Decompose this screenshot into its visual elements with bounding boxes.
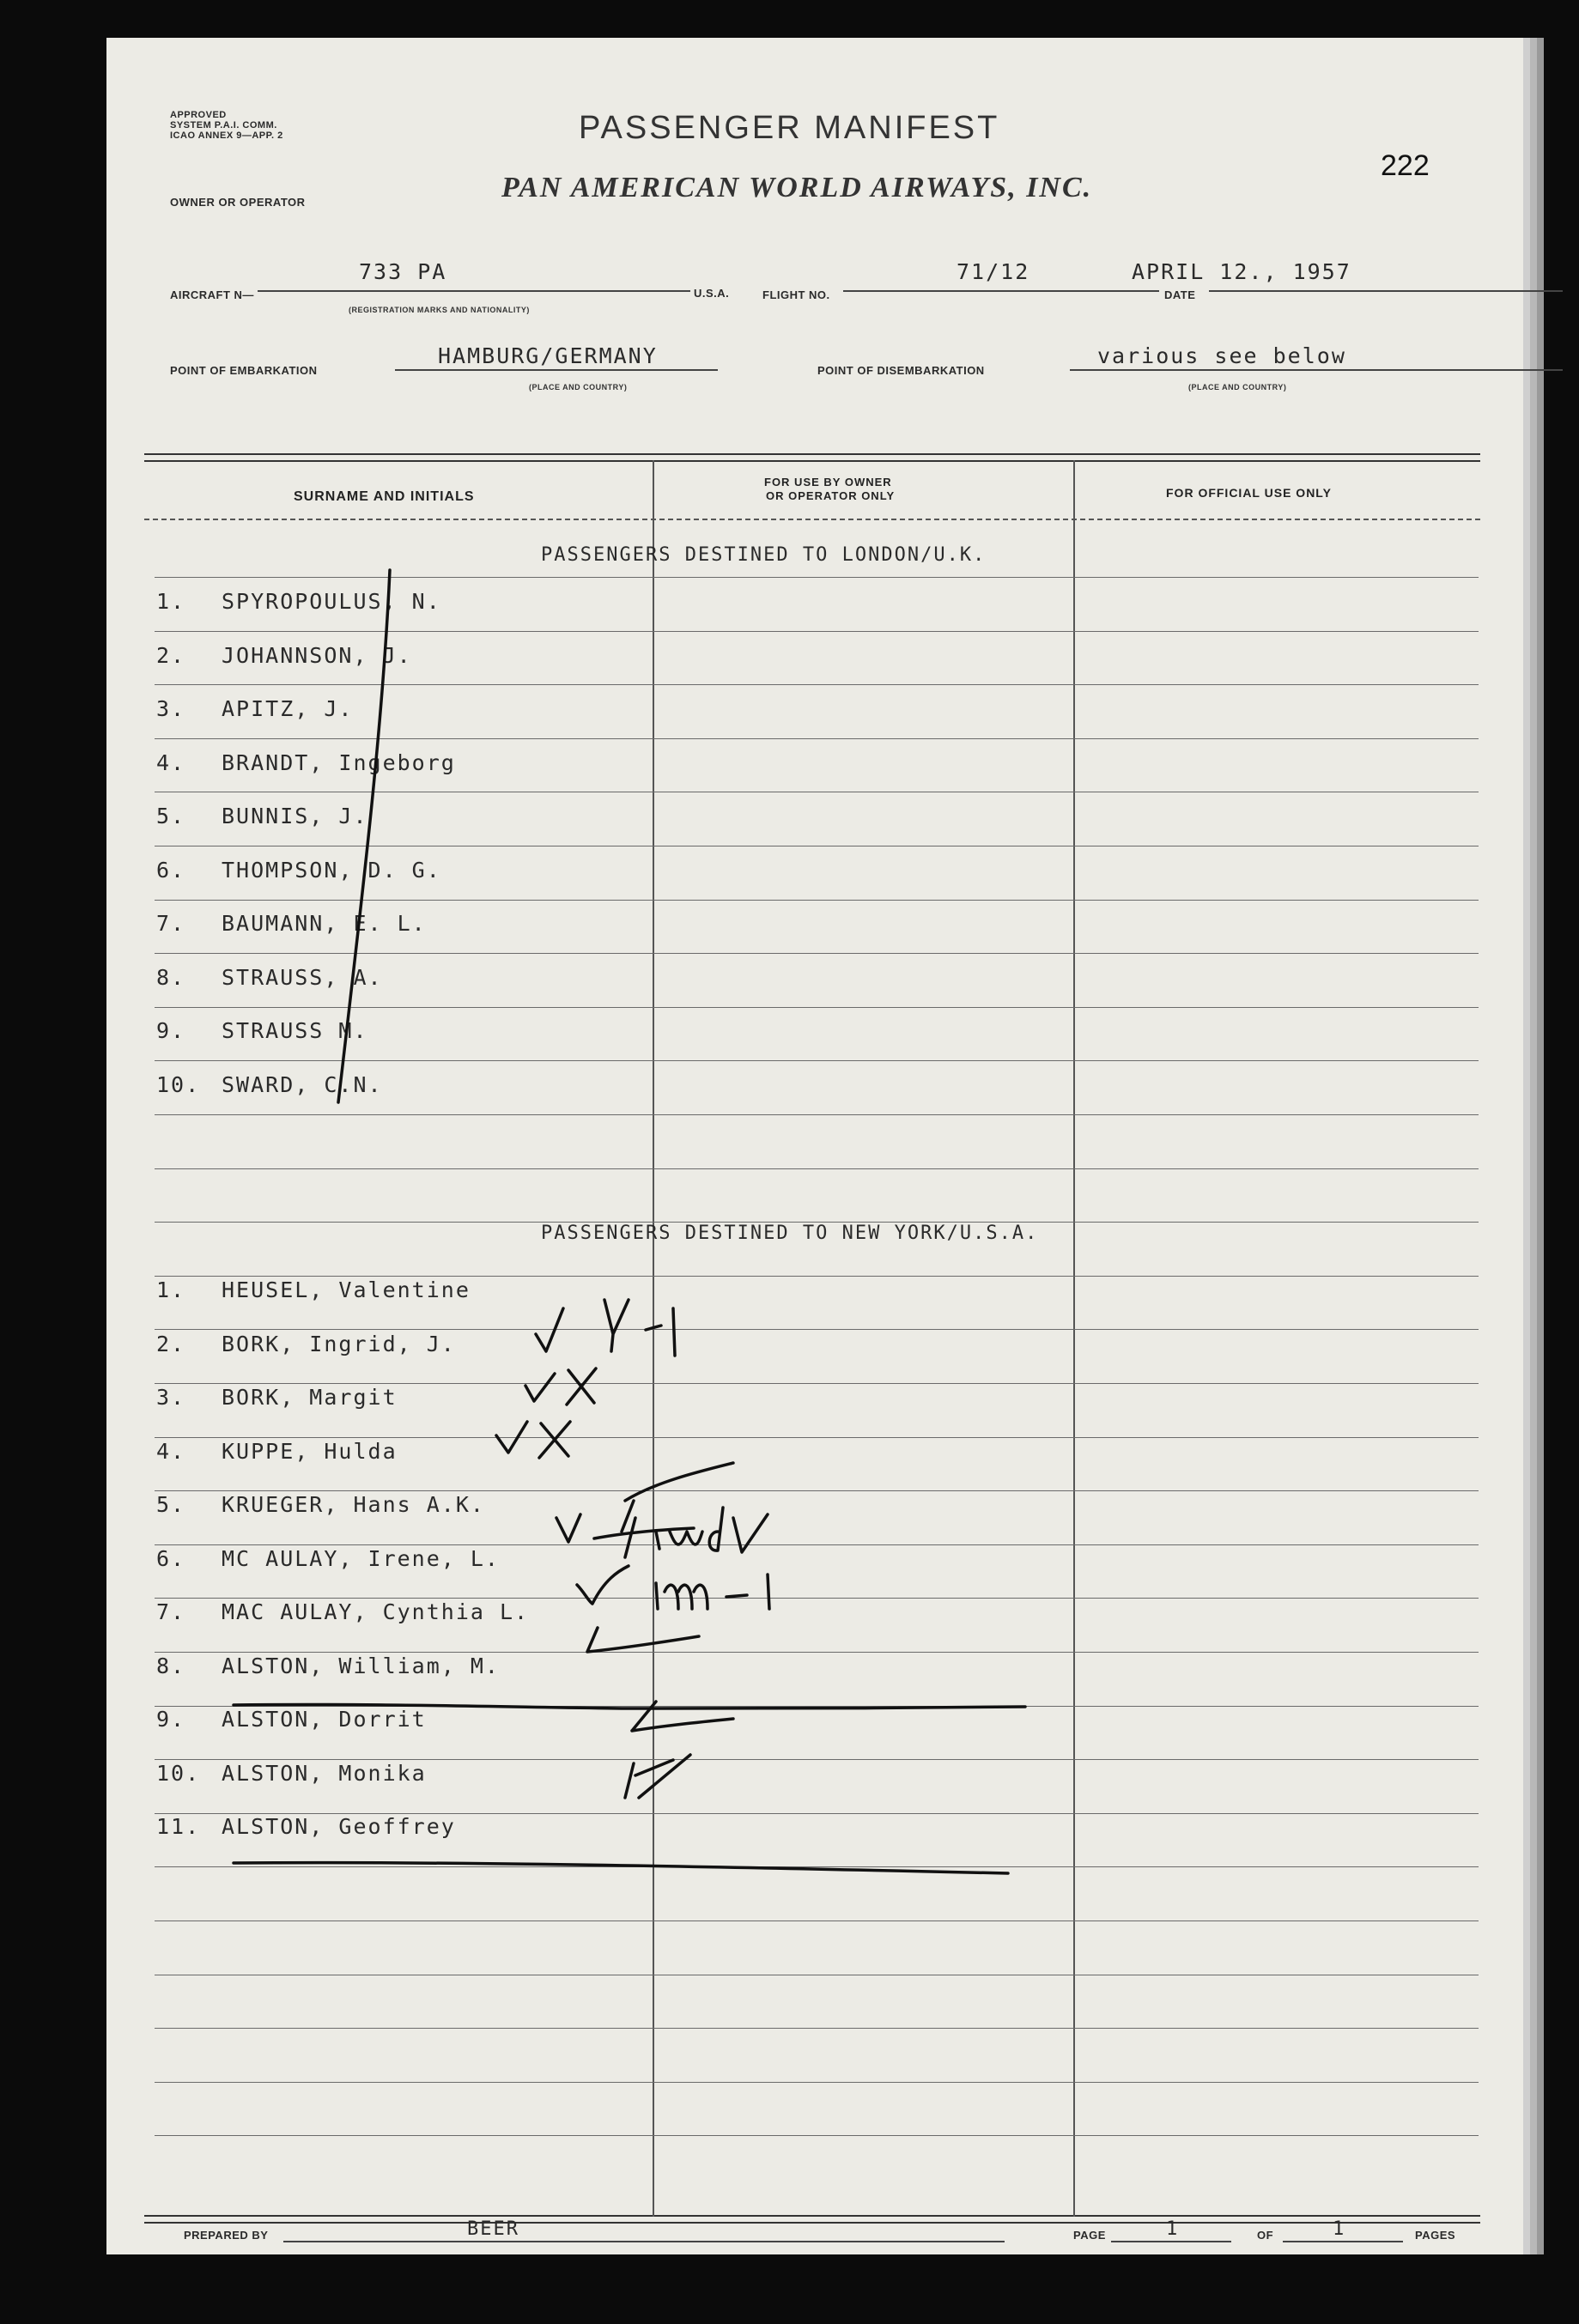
flight-label: FLIGHT NO. [762, 288, 830, 301]
note-m1 [656, 1575, 769, 1609]
passenger-number: 9. [156, 1707, 186, 1732]
pen-stroke-london-column [338, 570, 390, 1102]
page-label: PAGE [1073, 2229, 1106, 2242]
passenger-name: ALSTON, Dorrit [222, 1707, 427, 1732]
passenger-name: HEUSEL, Valentine [222, 1277, 471, 1302]
approval-line-2: SYSTEM P.A.I. COMM. [170, 120, 277, 130]
passenger-name: THOMPSON, D. G. [222, 857, 441, 883]
embark-label: POINT OF EMBARKATION [170, 364, 318, 377]
passenger-name: KUPPE, Hulda [222, 1438, 398, 1464]
passenger-number: 11. [156, 1814, 201, 1839]
passenger-name: BORK, Ingrid, J. [222, 1331, 456, 1356]
prepared-value: BEER [467, 2218, 519, 2240]
page-value: 1 [1166, 2218, 1180, 2240]
note-frwd [594, 1508, 768, 1557]
check-mark-5 [556, 1514, 580, 1542]
passenger-name: MAC AULAY, Cynthia L. [222, 1599, 530, 1624]
manifest-sheet [106, 38, 1523, 2254]
passenger-name: ALSTON, Geoffrey [222, 1814, 456, 1839]
passenger-number: 8. [156, 964, 186, 990]
check-mark-6 [577, 1566, 629, 1604]
passenger-number: 1. [156, 1277, 186, 1302]
document-title: PASSENGER MANIFEST [579, 110, 1000, 146]
of-value: 1 [1333, 2218, 1346, 2240]
passenger-number: 3. [156, 696, 186, 721]
usa-label: U.S.A. [694, 287, 730, 300]
check-mark-3 [496, 1422, 527, 1453]
passenger-number: 5. [156, 804, 186, 828]
passenger-number: 4. [156, 749, 186, 775]
passenger-number: 9. [156, 1018, 186, 1043]
slash-mark-4 [622, 1463, 733, 1532]
passenger-number: 3. [156, 1385, 186, 1410]
passenger-number: 4. [156, 1438, 186, 1464]
approval-line-3: ICAO ANNEX 9—APP. 2 [170, 130, 283, 141]
passenger-name: BORK, Margit [222, 1385, 398, 1410]
section-heading-london: PASSENGERS DESTINED TO LONDON/U.K. [541, 544, 987, 566]
column-header-official: FOR OFFICIAL USE ONLY [1166, 486, 1332, 500]
passenger-name: STRAUSS M. [222, 1018, 368, 1043]
disembark-sub: (PLACE AND COUNTRY) [1188, 383, 1287, 391]
passenger-number: 2. [156, 1331, 186, 1356]
passenger-number: 5. [156, 1492, 186, 1517]
passenger-name: BUNNIS, J. [222, 804, 368, 828]
aircraft-label: AIRCRAFT N— [170, 288, 254, 301]
handwritten-marks [106, 38, 1523, 2254]
passenger-number: 6. [156, 857, 186, 883]
passenger-name: SWARD, C.N. [222, 1071, 383, 1097]
x-mark-3 [539, 1422, 570, 1458]
passenger-name: STRAUSS, A. [222, 964, 383, 990]
note-y1 [604, 1300, 675, 1356]
check-mark-2 [525, 1374, 555, 1401]
owner-label: OWNER OR OPERATOR [170, 196, 306, 209]
aircraft-value: 733 PA [359, 259, 447, 284]
slash-mark-9b [625, 1755, 690, 1798]
aircraft-sub: (REGISTRATION MARKS AND NATIONALITY) [349, 306, 530, 314]
passenger-number: 10. [156, 1760, 201, 1786]
passenger-name: SPYROPOULUS, N. [222, 589, 441, 614]
column-header-owner-2: OR OPERATOR ONLY [766, 489, 896, 502]
passenger-name: KRUEGER, Hans A.K. [222, 1492, 485, 1517]
approval-line-1: APPROVED [170, 110, 227, 120]
date-label: DATE [1164, 288, 1196, 301]
passenger-number: 8. [156, 1653, 186, 1678]
embark-sub: (PLACE AND COUNTRY) [529, 383, 628, 391]
of-label: OF [1257, 2229, 1274, 2242]
slash-mark-9a [632, 1702, 733, 1731]
passenger-number: 7. [156, 911, 186, 936]
strike-line-8 [234, 1704, 1025, 1708]
passenger-number: 7. [156, 1599, 186, 1624]
pages-label: PAGES [1415, 2229, 1456, 2242]
passenger-name: ALSTON, Monika [222, 1760, 427, 1786]
check-mark-7 [587, 1628, 699, 1652]
x-mark-2 [567, 1368, 596, 1405]
passenger-number: 2. [156, 642, 186, 668]
passenger-name: MC AULAY, Irene, L. [222, 1545, 500, 1571]
passenger-name: JOHANNSON, J. [222, 642, 412, 668]
flight-value: 71/12 [957, 259, 1030, 284]
page-stamp: 222 [1381, 149, 1430, 182]
passenger-number: 1. [156, 589, 186, 614]
disembark-label: POINT OF DISEMBARKATION [817, 364, 985, 377]
disembark-value: various see below [1097, 343, 1346, 368]
column-header-surname: SURNAME AND INITIALS [294, 489, 475, 504]
passenger-name: ALSTON, William, M. [222, 1653, 500, 1678]
column-header-owner-1: FOR USE BY OWNER [764, 476, 892, 488]
passenger-name: APITZ, J. [222, 696, 354, 721]
passenger-name: BRANDT, Ingeborg [222, 749, 456, 775]
date-value: APRIL 12., 1957 [1132, 259, 1351, 284]
passenger-number: 6. [156, 1545, 186, 1571]
embark-value: HAMBURG/GERMANY [438, 343, 658, 368]
strike-line-11 [234, 1863, 1008, 1873]
passenger-number: 10. [156, 1071, 201, 1097]
passenger-name: BAUMANN, E. L. [222, 911, 427, 936]
section-heading-newyork: PASSENGERS DESTINED TO NEW YORK/U.S.A. [541, 1223, 1039, 1244]
prepared-label: PREPARED BY [184, 2229, 269, 2242]
check-mark-1 [536, 1308, 563, 1351]
owner-value: PAN AMERICAN WORLD AIRWAYS, INC. [501, 172, 1093, 203]
